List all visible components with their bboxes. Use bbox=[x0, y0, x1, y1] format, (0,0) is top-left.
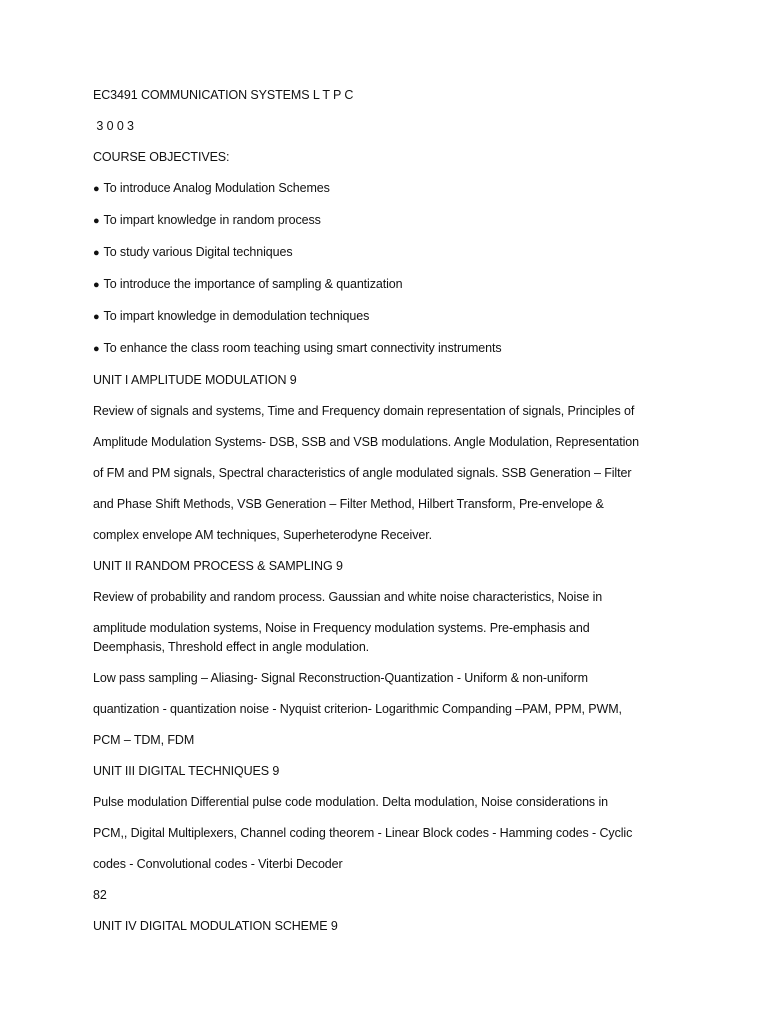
document-page bbox=[93, 86, 693, 948]
objective-item: ● To impart knowledge in random process bbox=[93, 211, 693, 231]
unit-3-heading: UNIT III DIGITAL TECHNIQUES 9 bbox=[93, 764, 280, 778]
unit-1-text-line: Amplitude Modulation Systems- DSB, SSB and VSB modulations. Angle Modulation, Representation bbox=[93, 435, 639, 449]
unit-2-heading: UNIT II RANDOM PROCESS & SAMPLING 9 bbox=[93, 559, 343, 573]
objective-item: ● To enhance the class room teaching using smart connectivity instruments bbox=[93, 339, 693, 359]
unit-2-text-line: Low pass sampling – Aliasing- Signal Reconstruction-Quantization - Uniform & non-uniform bbox=[93, 671, 588, 685]
objective-item: ● To introduce Analog Modulation Schemes bbox=[93, 179, 693, 199]
unit-2-text-line: Deemphasis, Threshold effect in angle modulation. bbox=[93, 640, 370, 654]
objective-item: ● To study various Digital techniques bbox=[93, 243, 693, 263]
unit-4-heading: UNIT IV DIGITAL MODULATION SCHEME 9 bbox=[93, 919, 338, 933]
unit-1-text-line: Review of signals and systems, Time and Frequency domain representation of signals, Principles of bbox=[93, 404, 635, 418]
unit-3-text-line: PCM,, Digital Multiplexers, Channel coding theorem - Linear Block codes - Hamming codes - Cyclic bbox=[93, 826, 633, 840]
objective-item: ● To introduce the importance of sampling & quantization bbox=[93, 275, 693, 295]
unit-1-heading: UNIT I AMPLITUDE MODULATION 9 bbox=[93, 373, 297, 387]
objective-item: ● To impart knowledge in demodulation techniques bbox=[93, 307, 693, 327]
unit-2-text-line: Review of probability and random process. Gaussian and white noise characteristics, Noise in bbox=[93, 590, 603, 604]
unit-2-text-line: quantization - quantization noise - Nyquist criterion- Logarithmic Companding –PAM, PPM, PWM, bbox=[93, 702, 622, 716]
unit-2-text-line: PCM – TDM, FDM bbox=[93, 733, 195, 747]
unit-1-text-line: complex envelope AM techniques, Superheterodyne Receiver. bbox=[93, 528, 432, 542]
course-credits: 3 0 0 3 bbox=[93, 119, 134, 133]
course-title: EC3491 COMMUNICATION SYSTEMS L T P C bbox=[93, 88, 354, 102]
page-number: 82 bbox=[93, 888, 107, 902]
unit-2-text-line: amplitude modulation systems, Noise in Frequency modulation systems. Pre-emphasis and bbox=[93, 621, 590, 635]
objectives-heading: COURSE OBJECTIVES: bbox=[93, 150, 230, 164]
unit-3-text-line: Pulse modulation Differential pulse code modulation. Delta modulation, Noise considerations in bbox=[93, 795, 608, 809]
unit-1-text-line: of FM and PM signals, Spectral characteristics of angle modulated signals. SSB Generation – Filter bbox=[93, 466, 632, 480]
unit-1-text-line: and Phase Shift Methods, VSB Generation – Filter Method, Hilbert Transform, Pre-envelope & bbox=[93, 497, 604, 511]
unit-3-text-line: codes - Convolutional codes - Viterbi Decoder bbox=[93, 857, 343, 871]
